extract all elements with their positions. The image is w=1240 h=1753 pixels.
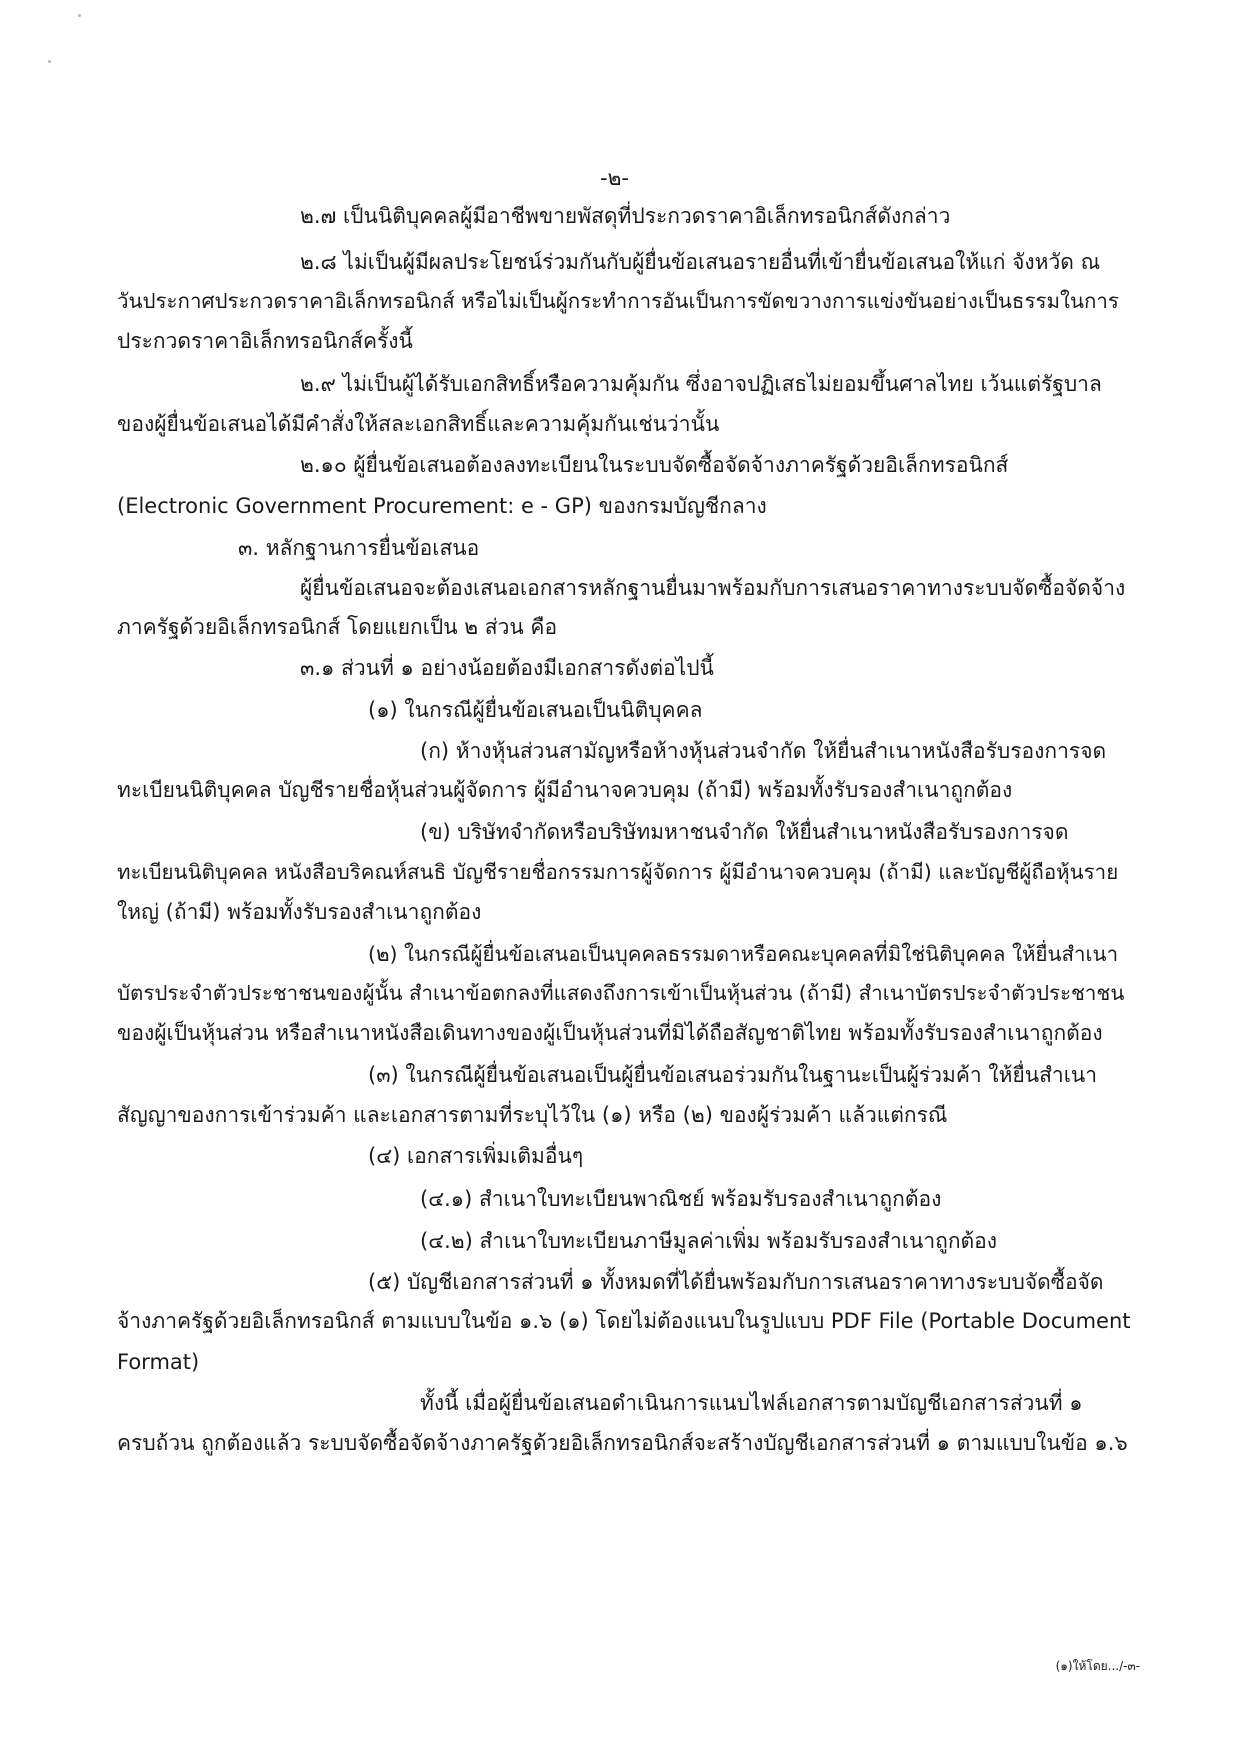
clause-3-1: ๓.๑ ส่วนที่ ๑ อย่างน้อยต้องมีเอกสารดังต่อไปนี้	[300, 656, 714, 680]
item-1-b: (ข) บริษัทจำกัดหรือบริษัทมหาชนจำกัด ให้ยื่นสำเนาหนังสือรับรองการจด	[420, 820, 1069, 844]
item-3: (๓) ในกรณีผู้ยื่นข้อเสนอเป็นผู้ยื่นข้อเสนอร่วมกันในฐานะเป็นผู้ร่วมค้า ให้ยื่นสำเนา	[368, 1063, 1098, 1087]
section-3-intro-cont: ภาครัฐด้วยอิเล็กทรอนิกส์ โดยแยกเป็น ๒ ส่วน คือ	[117, 615, 558, 639]
item-3-cont: สัญญาของการเข้าร่วมค้า และเอกสารตามที่ระบุไว้ใน (๑) หรือ (๒) ของผู้ร่วมค้า แล้วแต่กรณี	[117, 1103, 948, 1127]
continuation-note: (๑)ให้โดย.../-๓-	[1055, 1659, 1140, 1673]
section-3-intro: ผู้ยื่นข้อเสนอจะต้องเสนอเอกสารหลักฐานยื่นมาพร้อมกับการเสนอราคาทางระบบจัดซื้อจัดจ้าง	[300, 576, 1126, 600]
closing-paragraph-cont: ครบถ้วน ถูกต้องแล้ว ระบบจัดซื้อจัดจ้างภาครัฐด้วยอิเล็กทรอนิกส์จะสร้างบัญชีเอกสารส่วนที่ ๑ ตามแบบในข้อ ๑.๖	[117, 1431, 1128, 1455]
item-4-2: (๔.๒) สำเนาใบทะเบียนภาษีมูลค่าเพิ่ม พร้อมรับรองสำเนาถูกต้อง	[420, 1229, 998, 1253]
item-2: (๒) ในกรณีผู้ยื่นข้อเสนอเป็นบุคคลธรรมดาหรือคณะบุคคลที่มิใช่นิติบุคคล ให้ยื่นสำเนา	[368, 942, 1119, 966]
item-2-cont-2: ของผู้เป็นหุ้นส่วน หรือสำเนาหนังสือเดินทางของผู้เป็นหุ้นส่วนที่มิได้ถือสัญชาติไทย พร้อมทั้งรับรองสำเนาถูกต้อง	[117, 1021, 1103, 1045]
item-4: (๔) เอกสารเพิ่มเติมอื่นๆ	[368, 1144, 584, 1168]
item-1-a-cont: ทะเบียนนิติบุคคล บัญชีรายชื่อหุ้นส่วนผู้จัดการ ผู้มีอำนาจควบคุม (ถ้ามี) พร้อมทั้งรับรองสำเนาถูกต้อง	[117, 778, 1013, 802]
clause-2-10-cont: (Electronic Government Procurement: e - GP) ของกรมบัญชีกลาง	[117, 494, 767, 518]
item-1: (๑) ในกรณีผู้ยื่นข้อเสนอเป็นนิติบุคคล	[368, 698, 703, 722]
clause-2-8-cont-1: วันประกาศประกวดราคาอิเล็กทรอนิกส์ หรือไม่เป็นผู้กระทำการอันเป็นการขัดขวางการแข่งขันอย่างเป็นธรรมในการ	[117, 289, 1119, 313]
item-5-cont-2: Format)	[117, 1350, 200, 1374]
item-2-cont-1: บัตรประจำตัวประชาชนของผู้นั้น สำเนาข้อตกลงที่แสดงถึงการเข้าเป็นหุ้นส่วน (ถ้ามี) สำเนาบัตรประจำตัวประชาชน	[117, 981, 1125, 1005]
item-4-1: (๔.๑) สำเนาใบทะเบียนพาณิชย์ พร้อมรับรองสำเนาถูกต้อง	[420, 1187, 942, 1211]
page-number: -๒-	[600, 166, 629, 190]
item-1-b-cont-1: ทะเบียนนิติบุคคล หนังสือบริคณห์สนธิ บัญชีรายชื่อกรรมการผู้จัดการ ผู้มีอำนาจควบคุม (ถ้ามี) และบัญชีผู้ถือหุ้นราย	[117, 860, 1119, 884]
scan-speck	[48, 60, 51, 63]
scan-speck	[78, 14, 81, 17]
item-1-a: (ก) ห้างหุ้นส่วนสามัญหรือห้างหุ้นส่วนจำกัด ให้ยื่นสำเนาหนังสือรับรองการจด	[420, 739, 1107, 763]
item-5-cont-1: จ้างภาครัฐด้วยอิเล็กทรอนิกส์ ตามแบบในข้อ ๑.๖ (๑) โดยไม่ต้องแนบในรูปแบบ PDF File (Portable Document	[117, 1309, 1131, 1333]
clause-2-8: ๒.๘ ไม่เป็นผู้มีผลประโยชน์ร่วมกันกับผู้ยื่นข้อเสนอรายอื่นที่เข้ายื่นข้อเสนอให้แก่ จังหวัด ณ	[300, 250, 1101, 274]
item-5: (๕) บัญชีเอกสารส่วนที่ ๑ ทั้งหมดที่ได้ยื่นพร้อมกับการเสนอราคาทางระบบจัดซื้อจัด	[368, 1270, 1104, 1294]
section-3-heading: ๓. หลักฐานการยื่นข้อเสนอ	[238, 536, 480, 560]
clause-2-9: ๒.๙ ไม่เป็นผู้ได้รับเอกสิทธิ์หรือความคุ้มกัน ซึ่งอาจปฏิเสธไม่ยอมขึ้นศาลไทย เว้นแต่รัฐบาล	[300, 372, 1102, 396]
clause-2-10: ๒.๑๐ ผู้ยื่นข้อเสนอต้องลงทะเบียนในระบบจัดซื้อจัดจ้างภาครัฐด้วยอิเล็กทรอนิกส์	[300, 453, 1009, 477]
item-1-b-cont-2: ใหญ่ (ถ้ามี) พร้อมทั้งรับรองสำเนาถูกต้อง	[117, 900, 482, 924]
clause-2-7: ๒.๗ เป็นนิติบุคคลผู้มีอาชีพขายพัสดุที่ประกวดราคาอิเล็กทรอนิกส์ดังกล่าว	[300, 204, 951, 228]
clause-2-9-cont: ของผู้ยื่นข้อเสนอได้มีคำสั่งให้สละเอกสิทธิ์และความคุ้มกันเช่นว่านั้น	[117, 412, 720, 436]
clause-2-8-cont-2: ประกวดราคาอิเล็กทรอนิกส์ครั้งนี้	[117, 329, 413, 353]
closing-paragraph: ทั้งนี้ เมื่อผู้ยื่นข้อเสนอดำเนินการแนบไฟล์เอกสารตามบัญชีเอกสารส่วนที่ ๑	[420, 1391, 1083, 1415]
